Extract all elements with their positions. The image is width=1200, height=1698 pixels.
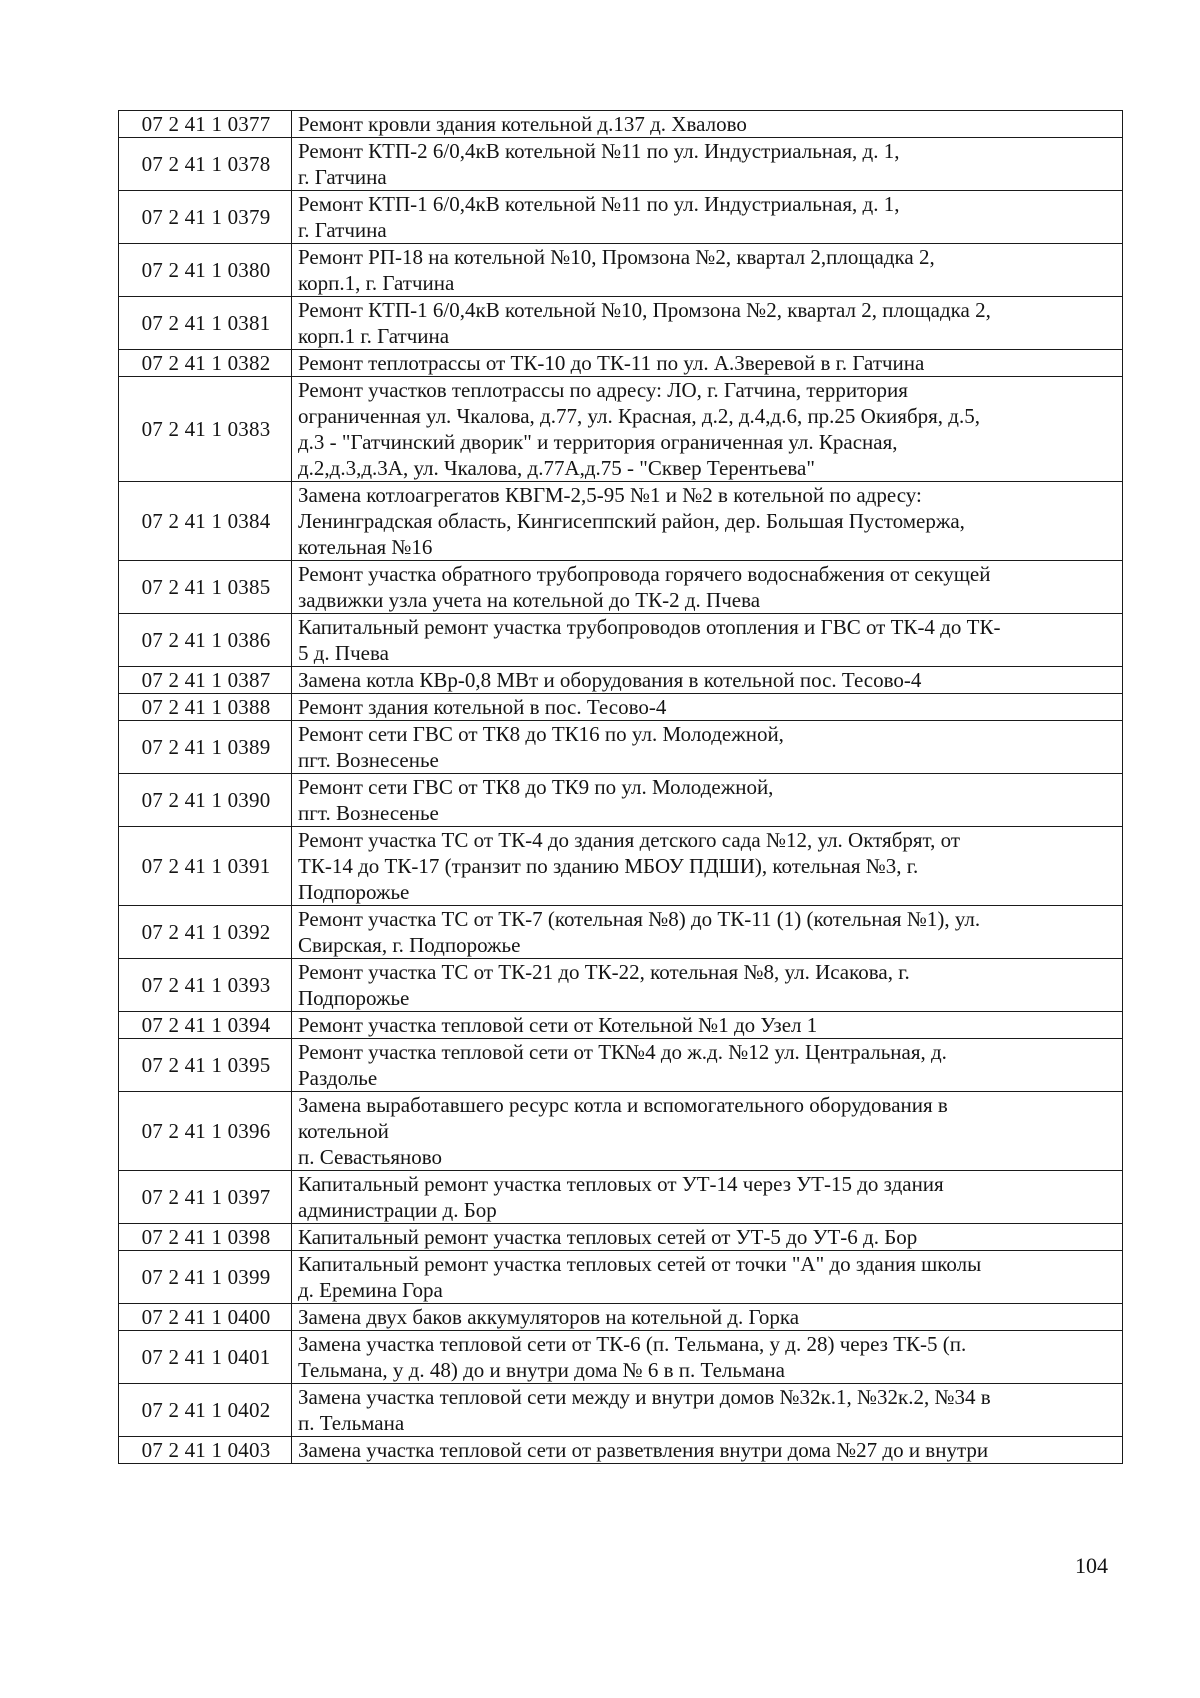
row-code: 07 2 41 1 0393 <box>119 959 292 1012</box>
table-row <box>119 1224 1123 1251</box>
table-row <box>119 827 1123 906</box>
row-description: Ремонт участков теплотрассы по адресу: ЛО, г. Гатчина, территория ограниченная ул. Чкалова, д.77, ул. Красная, д.2, д.4,д.6, пр.25 Окиября, д.5, д.3 - "Гатчинский дворик" и территория ограниченная ул. Красная, д.2,д.3,д.3А, ул. Чкалова, д.77А,д.75 - "Сквер Терентьева" <box>292 377 1123 482</box>
table-row <box>119 1304 1123 1331</box>
row-code: 07 2 41 1 0395 <box>119 1039 292 1092</box>
row-code: 07 2 41 1 0401 <box>119 1331 292 1384</box>
row-code: 07 2 41 1 0377 <box>119 111 292 138</box>
row-description: Ремонт участка ТС от ТК-4 до здания детского сада №12, ул. Октябрят, от ТК-14 до ТК-17 (транзит по зданию МБОУ ПДШИ), котельная №3, г. Подпорожье <box>292 827 1123 906</box>
row-code: 07 2 41 1 0389 <box>119 721 292 774</box>
table-row <box>119 721 1123 774</box>
row-code: 07 2 41 1 0383 <box>119 377 292 482</box>
table-row <box>119 111 1123 138</box>
row-code: 07 2 41 1 0394 <box>119 1012 292 1039</box>
table-row <box>119 1331 1123 1384</box>
row-code: 07 2 41 1 0384 <box>119 482 292 561</box>
row-code: 07 2 41 1 0392 <box>119 906 292 959</box>
row-code: 07 2 41 1 0382 <box>119 350 292 377</box>
table-row <box>119 1012 1123 1039</box>
table-row <box>119 1092 1123 1171</box>
row-code: 07 2 41 1 0386 <box>119 614 292 667</box>
row-description: Капитальный ремонт участка трубопроводов отопления и ГВС от ТК-4 до ТК- 5 д. Пчева <box>292 614 1123 667</box>
row-description: Замена котлоагрегатов КВГМ-2,5-95 №1 и №2 в котельной по адресу: Ленинградская область, Кингисеппский район, дер. Большая Пустомержа, котельная №16 <box>292 482 1123 561</box>
table-row <box>119 906 1123 959</box>
table-row <box>119 774 1123 827</box>
row-code: 07 2 41 1 0396 <box>119 1092 292 1171</box>
row-description: Замена участка тепловой сети от ТК-6 (п. Тельмана, у д. 28) через ТК-5 (п. Тельмана, у д. 48) до и внутри дома № 6 в п. Тельмана <box>292 1331 1123 1384</box>
page-number: 104 <box>1075 1553 1108 1578</box>
row-code: 07 2 41 1 0397 <box>119 1171 292 1224</box>
row-description: Ремонт участка ТС от ТК-21 до ТК-22, котельная №8, ул. Исакова, г. Подпорожье <box>292 959 1123 1012</box>
row-description: Замена участка тепловой сети от разветвления внутри дома №27 до и внутри <box>292 1437 1123 1464</box>
table-row <box>119 694 1123 721</box>
row-description: Ремонт сети ГВС от ТК8 до ТК16 по ул. Молодежной, пгт. Вознесенье <box>292 721 1123 774</box>
row-code: 07 2 41 1 0399 <box>119 1251 292 1304</box>
row-code: 07 2 41 1 0381 <box>119 297 292 350</box>
row-description: Капитальный ремонт участка тепловых от УТ-14 через УТ-15 до здания администрации д. Бор <box>292 1171 1123 1224</box>
row-description: Ремонт теплотрассы от ТК-10 до ТК-11 по ул. А.Зверевой в г. Гатчина <box>292 350 1123 377</box>
table-row <box>119 244 1123 297</box>
table-row <box>119 1039 1123 1092</box>
row-code: 07 2 41 1 0387 <box>119 667 292 694</box>
row-description: Ремонт кровли здания котельной д.137 д. Хвалово <box>292 111 1123 138</box>
row-description: Ремонт участка обратного трубопровода горячего водоснабжения от секущей задвижки узла учета на котельной до ТК-2 д. Пчева <box>292 561 1123 614</box>
row-description: Замена двух баков аккумуляторов на котельной д. Горка <box>292 1304 1123 1331</box>
row-description: Ремонт участка тепловой сети от Котельной №1 до Узел 1 <box>292 1012 1123 1039</box>
row-description: Ремонт сети ГВС от ТК8 до ТК9 по ул. Молодежной, пгт. Вознесенье <box>292 774 1123 827</box>
row-code: 07 2 41 1 0380 <box>119 244 292 297</box>
table-row <box>119 191 1123 244</box>
row-description: Ремонт КТП-1 6/0,4кВ котельной №10, Промзона №2, квартал 2, площадка 2, корп.1 г. Гатчина <box>292 297 1123 350</box>
row-code: 07 2 41 1 0391 <box>119 827 292 906</box>
row-description: Ремонт участка ТС от ТК-7 (котельная №8) до ТК-11 (1) (котельная №1), ул. Свирская, г. Подпорожье <box>292 906 1123 959</box>
row-code: 07 2 41 1 0379 <box>119 191 292 244</box>
row-description: Замена котла КВр-0,8 МВт и оборудования в котельной пос. Тесово-4 <box>292 667 1123 694</box>
row-code: 07 2 41 1 0398 <box>119 1224 292 1251</box>
row-description: Капитальный ремонт участка тепловых сетей от УТ-5 до УТ-6 д. Бор <box>292 1224 1123 1251</box>
row-description: Ремонт здания котельной в пос. Тесово-4 <box>292 694 1123 721</box>
row-description: Ремонт участка тепловой сети от ТК№4 до ж.д. №12 ул. Центральная, д. Раздолье <box>292 1039 1123 1092</box>
row-description: Замена участка тепловой сети между и внутри домов №32к.1, №32к.2, №34 в п. Тельмана <box>292 1384 1123 1437</box>
table-row <box>119 614 1123 667</box>
table-row <box>119 350 1123 377</box>
table-row <box>119 1384 1123 1437</box>
table-row <box>119 667 1123 694</box>
budget-code-table <box>118 110 1123 1464</box>
row-code: 07 2 41 1 0385 <box>119 561 292 614</box>
row-code: 07 2 41 1 0402 <box>119 1384 292 1437</box>
table-row <box>119 1251 1123 1304</box>
table-body <box>119 111 1123 1464</box>
table-row <box>119 482 1123 561</box>
row-code: 07 2 41 1 0378 <box>119 138 292 191</box>
row-description: Капитальный ремонт участка тепловых сетей от точки "А" до здания школы д. Еремина Гора <box>292 1251 1123 1304</box>
table-row <box>119 959 1123 1012</box>
table-row <box>119 1437 1123 1464</box>
row-code: 07 2 41 1 0400 <box>119 1304 292 1331</box>
row-description: Ремонт КТП-2 6/0,4кВ котельной №11 по ул. Индустриальная, д. 1, г. Гатчина <box>292 138 1123 191</box>
table-row <box>119 297 1123 350</box>
table-row <box>119 561 1123 614</box>
table-row <box>119 138 1123 191</box>
row-description: Замена выработавшего ресурс котла и вспомогательного оборудования в котельной п. Севастьяново <box>292 1092 1123 1171</box>
row-code: 07 2 41 1 0388 <box>119 694 292 721</box>
row-description: Ремонт РП-18 на котельной №10, Промзона №2, квартал 2,площадка 2, корп.1, г. Гатчина <box>292 244 1123 297</box>
row-code: 07 2 41 1 0403 <box>119 1437 292 1464</box>
table-row <box>119 377 1123 482</box>
row-code: 07 2 41 1 0390 <box>119 774 292 827</box>
table-row <box>119 1171 1123 1224</box>
row-description: Ремонт КТП-1 6/0,4кВ котельной №11 по ул. Индустриальная, д. 1, г. Гатчина <box>292 191 1123 244</box>
